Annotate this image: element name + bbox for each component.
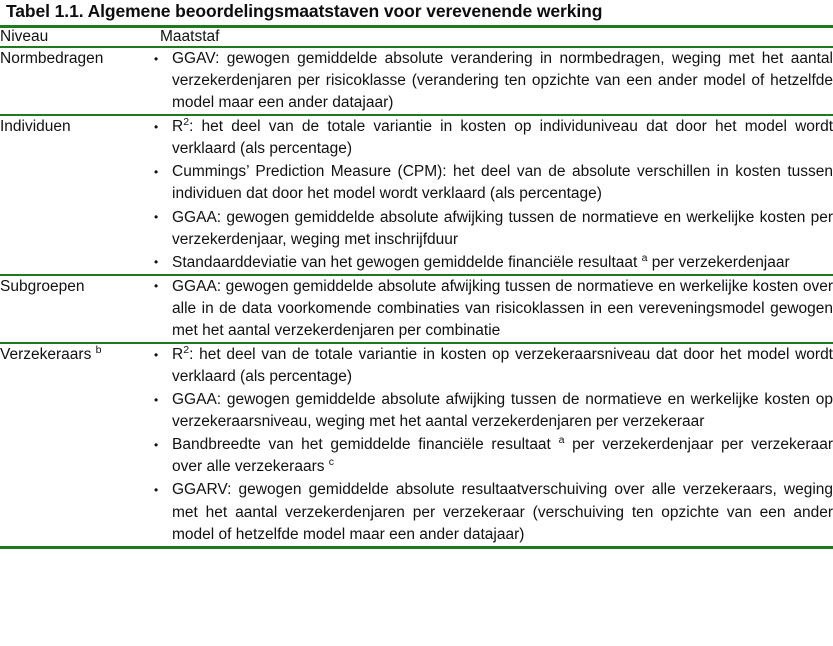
- table-row: [0, 276, 833, 342]
- measure-cell-subgroepen: [148, 276, 833, 342]
- assessment-criteria-table: [0, 28, 833, 546]
- list-item: [148, 434, 833, 478]
- list-item: [148, 252, 833, 274]
- list-item: [148, 116, 833, 160]
- list-item-text: : het deel van de totale variantie in kosten op verzekeraarsniveau dat door het model wordt verklaard (als percentage): [172, 346, 833, 386]
- level-label-normbedragen: Normbedragen: [0, 50, 104, 67]
- list-item-text: Standaarddeviatie van het gewogen gemiddelde financiële resultaat: [172, 253, 642, 271]
- list-item: • GGAA: gewogen gemiddelde absolute afwijking tussen de normatieve en werkelijke kosten per verzekerdenjaar, weging met inschrijfduur: [148, 207, 833, 251]
- header-row: [0, 28, 833, 46]
- table-caption: Tabel 1.1. Algemene beoordelingsmaatstaven voor verevenende werking: [6, 1, 603, 21]
- footnote-marker-c: c: [328, 456, 335, 469]
- level-label-verzekeraars: [0, 344, 148, 546]
- level-label-subgroepen: Subgroepen: [0, 277, 85, 295]
- footnote-marker-b: b: [95, 343, 102, 356]
- measure-cell-normbedragen: [148, 48, 833, 114]
- list-item-text-tail: per verzekerdenjaar: [647, 253, 790, 271]
- list-item: • GGAA: gewogen gemiddelde absolute afwijking tussen de normatieve en werkelijke kosten op verzekeraarsniveau, weging met het aantal verzekerdenjaren per verzekeraar: [148, 389, 833, 433]
- list-item: • GGARV: gewogen gemiddelde absolute resultaatverschuiving over alle verzekeraars, weging met het aantal verzekerdenjaren per verzekeraar (verschuiving ten opzichte van een ander model of hetzelfde model maar een ander datajaar): [148, 479, 833, 545]
- measure-list: [148, 116, 833, 274]
- level-label-individuen: Individuen: [0, 118, 71, 136]
- column-header-niveau: Niveau: [0, 28, 49, 45]
- list-item-text: Bandbreedte van het gemiddelde financiële resultaat: [172, 436, 559, 454]
- r-squared-exponent: 2: [183, 116, 190, 129]
- r-squared-base: R: [172, 346, 184, 364]
- measure-list: [148, 48, 833, 114]
- r-squared-exponent: 2: [183, 343, 190, 356]
- table-row: [0, 48, 833, 114]
- table-bottom-rule: [0, 546, 833, 549]
- measure-list: [148, 344, 833, 546]
- measure-cell-verzekeraars: [148, 344, 833, 546]
- table-row: [0, 116, 833, 274]
- level-label-text: Verzekeraars: [0, 346, 92, 364]
- footnote-marker-a: a: [641, 251, 648, 264]
- r-squared-base: R: [172, 118, 184, 136]
- list-item: • Cummings’ Prediction Measure (CPM): het deel van de absolute verschillen in kosten tussen individuen dat door het model wordt verklaard (als percentage): [148, 161, 833, 205]
- footnote-marker-a: a: [558, 434, 565, 447]
- list-item-text: : het deel van de totale variantie in kosten op individuniveau dat door het model wordt verklaard (als percentage): [172, 118, 833, 158]
- measure-list: [148, 276, 833, 342]
- list-item: [148, 344, 833, 388]
- table-row: [0, 344, 833, 546]
- list-item-text-mid: per verzekerdenjaar per verzekeraar over alle verzekeraars: [172, 436, 833, 476]
- measure-cell-individuen: [148, 116, 833, 274]
- table-header: [0, 28, 833, 46]
- list-item: • GGAV: gewogen gemiddelde absolute verandering in normbedragen, weging met het aantal verzekerdenjaren per risicoklasse (verandering ten opzichte van een ander model of hetzelfde model maar een ander datajaar): [148, 48, 833, 114]
- list-item: • GGAA: gewogen gemiddelde absolute afwijking tussen de normatieve en werkelijke kosten over alle in de data voorkomende combinaties van risicoklassen in een vereveningsmodel gewogen met het aantal verzekerdenjaren per combinatie: [148, 276, 833, 342]
- table-body: [0, 46, 833, 546]
- column-header-maatstaf: Maatstaf: [160, 28, 220, 45]
